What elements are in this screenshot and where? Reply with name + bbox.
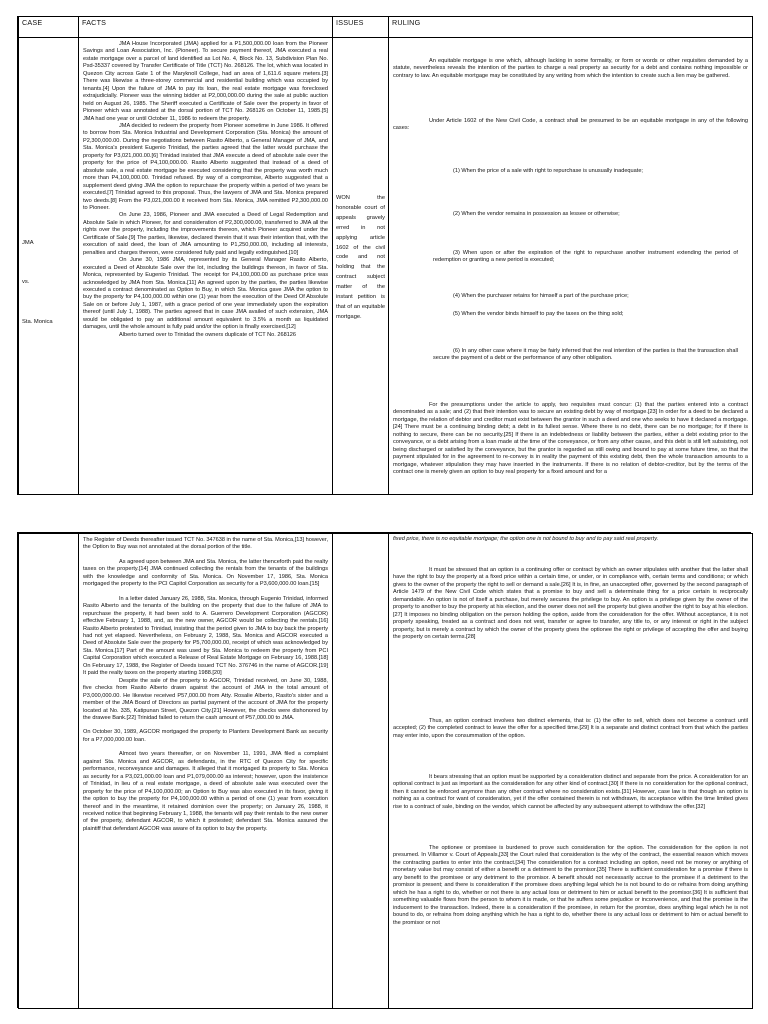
facts-paragraph: In a letter dated January 26, 1988, Sta. Monica, through Eugenio Trinidad, informed Rasito Alberto and the tenants of the building on the property that due to the failure of JMA to repurchase the property, it had been sold to A. Guerrero Development Corporation (AGCOR) effective February 1, 1988, and, as the new owner, AGCOR would be collecting the rentals.[16] Rasito Alberto protested to Trinidad, insisting that the period given to JMA to buy back the property had not yet elapsed. Nevertheless, on February 2, 1988, Sta. Monica and AGCOR executed a Deed of Absolute Sale over the property for P5,700,000.00, receipt of which was acknowledged by Sta. Monica.[17] Part of the amount was used by Sta. Monica to redeem the property from PCI Capital Corporation which executed a Release of Real Estate Mortgage on February 16, 1988.[18] On February 17, 1988, the Register of Deeds issued TCT No. 376746 in the name of AGCOR.[19] It paid the realty taxes on the property starting 1988.[20] (83, 595, 328, 677)
ruling-column-header: RULING (389, 17, 753, 38)
case-cell (19, 38, 79, 495)
issues-text: WON the honorable court of appeals gravely erred in not applying article 1602 of the civil code and not holding that the contract subject matter of the instant petition is that of an equitable mortgage. (336, 195, 385, 320)
page-gap (0, 496, 768, 531)
case-party-1: JMA (22, 240, 34, 246)
issues-cell (333, 38, 389, 495)
facts-paragraph: On October 30, 1989, AGCOR mortgaged the property to Planters Development Bank as security for a P7,000,000.00 loan. (83, 729, 328, 743)
case-party-2: Sta. Monica (22, 319, 53, 325)
document-page-1 (17, 16, 751, 495)
ruling-cell-continued (389, 534, 753, 1009)
facts-cell-continued (79, 534, 333, 1009)
case-digest-table-page-2 (18, 533, 753, 1009)
ruling-paragraph: For the presumptions under the article to apply, two requisites must concur: (1) that the parties entered into a contract denominated as a sale; and (2) that their intention was to secure an existing debt by way of mortgage.[23] In order for a deed to be declared a mortgage, the relation of debtor and creditor must exist between the grantor in such a deed and one who seeks to have it declared a mortgage.[24] There must be a continuing binding debt; a debt in its fullest sense. Where there is no debt, there can be no mortgage; for if there is nothing to secure, there can be no security.[25] If there is an indebtedness or liability between the parties, either a debt existing prior to the conveyance, or a debt arising from a loan made at the time of the conveyance, or from any other cause, and this debt is still left subsisting, not being discharged or satisfied by the conveyance, but the grantor is regarded as still owing and bound to pay at some future time, so that the payment stipulated for in the agreement to re-convey is in reality the payment of this existing debt, then the whole transaction amounts to a mortgage, whatever stipulation they may have inserted in the instruments. If there is no relation of debtor-creditor, but by the terms of the contract one is merely given an option to buy real property for a fixed amount and for a (393, 402, 748, 476)
facts-paragraph: Alberto turned over to Trinidad the owners duplicate of TCT No. 268126 (119, 331, 297, 338)
ruling-paragraph: An equitable mortgage is one which, although lacking in some formality, or form or words or other requisites demanded by a statute, nevertheless reveals the intention of the parties to charge a real property as security for a debt and contains nothing impossible or contrary to law. An equitable mortgage may be constituted by any writing from which the intention to create such a lien may be gathered. (393, 58, 748, 79)
facts-paragraph: JMA House Incorporated (JMA) applied for a P1,500,000.00 loan from the Pioneer Savings and Loan Association, Inc. (Pioneer). To secure payment thereof, JMA executed a real estate mortgage over a parcel of land identified as Lot No. 4, Block No. 13, Subdivision Plan No. Psd-35337 covered by Transfer Certificate of Title (TCT) No. 268126. The lot, which was located in Quezon City across Gate 1 of the Maryknoll College, had an area of 1,611.6 square meters.[3] There was likewise a three-storey commercial and residential building which was occupied by tenants.[4] Upon the failure of JMA to pay its loan, the real estate mortgage was foreclosed extrajudicially. Pioneer was the winning bidder at P2,000,000.00 during the sale at public auction held on August 26, 1985. The Sheriff executed a Certificate of Sale over the property in favor of Pioneer which was annotated at the dorsal portion of TCT No. 268126 on October 11, 1985.[5] JMA had one year or until October 11, 1986 to redeem the property. (83, 41, 328, 122)
case-digest-table-page-1 (18, 16, 753, 495)
facts-paragraph: As agreed upon between JMA and Sta. Monica, the latter thenceforth paid the realty taxes on the property.[14] JMA continued collecting the rentals from the tenants of the buildings with the knowledge and conformity of Sta. Monica. On November 17, 1986, Sta. Monica mortgaged the property to the PCI Capitol Corporation as security for a P3,600,000.00 loan.[15] (83, 558, 328, 588)
ruling-list-item: (4) When the purchaser retains for himself a part of the purchase price; (453, 293, 629, 299)
case-versus: vs. (22, 279, 30, 285)
ruling-paragraph: The optionee or promisee is burdened to prove such consideration for the option. The consideration for the option is not presumed. In Villamor v. Court of Appeals,[33] the Court ruled that consideration is the why of the contract, the essential reason which moves the contracting parties to enter into the contract.[34] The consideration for a contract including an option, need not be money or anything of monetary value but may consist of either a benefit or a detriment to the promisor.[35] There is sufficient consideration for a promise if there is any benefit to the promisee or any detriment to the promisor. A benefit should not necessarily accrue to the promisee if a detriment to the promisor is present; and there is consideration if the promisee does anything legal which he is not bound to do or refrains from doing anything which he has a right to do, whether or not there is any actual loss or detriment to him or actual benefit to the promisor.[36] It is sufficient that something valuable flows from the person to whom it is made, or that he suffers some prejudice or inconvenience, and that the promise is the inducement to the transaction. Indeed, there is a consideration if the promisee, in return for the promise, does anything legal which he is not bound to do, or refrains from doing anything which he has a right to do, whether there is any actual loss or detriment to him or actual benefit to the promisor or not (393, 845, 748, 926)
ruling-list-item: (2) When the vendor remains in possession as lessee or otherwise; (453, 211, 620, 217)
facts-paragraph: JMA decided to redeem the property from Pioneer sometime in June 1986. It offered to borrow from Sta. Monica Industrial and Development Corporation (Sta. Monica) the amount of P2,300,000.00. During the negotiations between Rasito Alberto, a General Manager of JMA, and Sta. Monica's president Eugenio Trinidad, the parties agreed that the latter would purchase the property for P3,021,000.00.[6] Trinidad insisted that JMA execute a deed of absolute sale over the property for the price of P4,100,000.00. Rasito Alberto suggested that instead of a deed of absolute sale, a real estate mortgage be executed considering that the property was worth much more than P4,100,000.00. Trinidad refused. By way of a compromise, Alberto suggested that a supplement deed giving JMA the option to repurchase the property within a period of two years be executed.[7] Trinidad agreed to this proposal. Thus, the lawyers of JMA and Sta. Monica prepared two deeds.[8] From the P3,021,000.00 it received from Sta. Monica, JMA remitted P2,300,000.00 to Pioneer. (83, 122, 328, 211)
facts-text (79, 38, 332, 494)
ruling-paragraph: Under Article 1602 of the New Civil Code, a contract shall be presumed to be an equitable mortgage in any of the following cases: (393, 118, 748, 132)
ruling-list-item: (5) When the vendor binds himself to pay the taxes on the thing sold; (453, 311, 624, 317)
facts-paragraph: Despite the sale of the property to AGCOR, Trinidad received, on June 30, 1988, five checks from Rasito Alberto drawn against the account of JMA in the total amount of P3,000,000.00. He likewise received P57,000.00 from Atty. Rosalie Alberto, Rasito's sister and a member of the JMA Board of Directors as partial payment of the account of JMA for the property located at No. 335, Katipunan Street, Quezon City.[21] However, the checks were dishonored by the drawee Bank.[22] Trinidad failed to return the cash amount of P57,000.00 to JMA. (83, 677, 328, 721)
ruling-list-item: (3) When upon or after the expiration of the right to repurchase another instrument extending the period of redemption or granting a new period is executed; (433, 250, 738, 264)
ruling-paragraph: Thus, an option contract involves two distinct elements, that is: (1) the offer to sell, which does not become a contract until accepted; (2) the completed contract to leave the offer for a specified time.[29] It is a separate and distinct contract from that which the parties may enter into, upon the consummation of the option. (393, 718, 748, 739)
facts-paragraph: The Register of Deeds thereafter issued TCT No. 347638 in the name of Sta. Monica,[13] however, the Option to Buy was not annotated at the dorsal portion of the title. (83, 537, 328, 551)
issues-cell-continued (333, 534, 389, 1009)
case-cell-continued (19, 534, 79, 1009)
table-header-row (19, 17, 753, 38)
table-body-row (19, 534, 753, 1009)
case-column-header: CASE (19, 17, 79, 38)
issues-column-header: ISSUES (333, 17, 389, 38)
ruling-paragraph: fixed price, there is no equitable mortgage; the option one is not bound to buy and to pay said real property. (393, 536, 659, 542)
table-body-row (19, 38, 753, 495)
ruling-list-item: (1) When the price of a sale with right to repurchase is unusually inadequate; (453, 168, 643, 174)
ruling-paragraph: It must be stressed that an option is a continuing offer or contract by which an owner stipulates with another that the latter shall have the right to buy the property at a fixed price within a certain time, or under, or in compliance with, certain terms and conditions; or which gives to the owner of the property the right to sell or demand a sale.[26] It is, in fine, an unaccepted offer, governed by the second paragraph of Article 1479 of the New Civil Code which states that a promise to buy and sell a determinate thing for a price certain is reciprocally demandable. An option is not of itself a purchase, but merely secures the privilege to buy. An option is a privilege given by the owner of the property to another to buy the property at his election, and the owner does not sell the property but gives another the right to buy at his election.[27] It imposes no binding obligation on the person holding the option, aside from the consideration for the offer. Without acceptance, it is not properly speaking, treated as a contract and does not vest, transfer or agree to transfer, any title to, or any interest or right in the subject property, but is merely a contract by which the owner of the property gives the optionee the right or privilege of accepting the offer and buying the property on certain terms.[28] (393, 567, 748, 641)
ruling-list-item: (6) In any other case where it may be fairly inferred that the real intention of the parties is that the transaction shall secure the payment of a debt or the performance of any other obligation. (433, 348, 738, 362)
facts-column-header: FACTS (79, 17, 333, 38)
facts-text (79, 534, 332, 1008)
document-page-2 (17, 532, 751, 1008)
facts-paragraph: On June 23, 1986, Pioneer and JMA executed a Deed of Legal Redemption and Absolute Sale in which Pioneer, for and consideration of P2,300,000.00, transferred to JMA all the rights over the property, including the improvements thereon, which Pioneer acquired under the Certificate of Sale.[9] The parties, likewise, declared therein that it was their intention that, with the execution of said deed, the loan of JMA amounting to P1,250,000.00, including all interests, penalties and charges thereon, were considered fully paid and legally extinguished.[10] (83, 212, 328, 256)
ruling-cell (389, 38, 753, 495)
facts-cell (79, 38, 333, 495)
ruling-paragraph: It bears stressing that an option must be supported by a consideration distinct and separate from the price. A consideration for an optional contract is just as important as the consideration for any other kind of contract.[30] If there is no consideration for the optional contract, then it cannot be enforced anymore than any other contract where no consideration exists.[31] However, case law is that though an option is nothing as a contract for want of consideration, yet if the offer contained therein is not withdrawn, its acceptance within the time limited gives rise to a contract of sale, binding on the vendor, which cannot be affected by any subsequent attempt to withdraw the offer.[32] (393, 774, 748, 810)
facts-paragraph: On June 30, 1986 JMA, represented by its General Manager Rasito Alberto, executed a Deed of Absolute Sale over the lot, including the buildings thereon, in favor of Sta. Monica, represented by Eugenio Trinidad. The receipt for P4,100,000.00 as purchase price was acknowledged by JMA from Sta. Monica.[11] An agreed upon by the parties, the parties likewise executed a contract denominated as Option to Buy, in which Sta. Monica gave JMA the option to buy the property for P4,100,000.00 within one (1) year from the execution of the Deed Of Absolute Sale on or before July 1, 1987, with a grace period of one year immediately upon the expiration thereof (until July 1, 1988). The parties agreed that in case JMA availed of such extension, JMA would be obligated to pay an additional amount equivalent to 3.5% a month as liquidated damages, until the whole amount is fully paid and/or the option is finally exercised.[12] (83, 257, 328, 331)
facts-paragraph: Almost two years thereafter, or on November 11, 1991, JMA filed a complaint against Sta. Monica and AGCOR, as defendants, in the RTC of Quezon City for specific performance, reconveyance and damages. It alleged that it mortgaged its property to Sta. Monica as security for a P3,021,000.00 loan and P1,079,000.00 as interest; however, upon the insistence of Trinidad, in lieu of a real estate mortgage, a deed of absolute sale was executed over the property for the price of P4,100,000.00; an Option to Buy was also executed in its favor, giving it the option to buy the property for P4,100,000.00 within a period of one (1) year from execution thereof and in the meantime, it retained dominion over the property; on January 26, 1988, it received notice that beginning February 1, 1988, the tenants will pay their rentals to the new owner of the property, defendant AGCOR, to which it protested; defendant Sta. Monica assured the plaintiff that defendant AGCOR was aware of its option to buy the property. (83, 751, 328, 832)
